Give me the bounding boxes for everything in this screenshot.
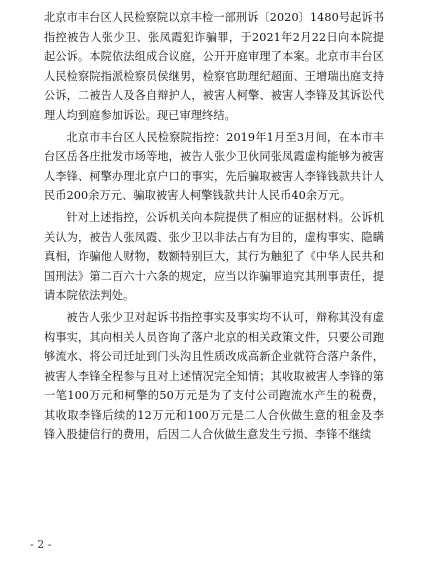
paragraph-defendant-defense: 被告人张少卫对起诉书指控事实及事实均不认可，辩称其没有虚构事实，其向相关人员咨询了落户北京的相关政策文件，只要公司跑够流水、将公司迁址到门头沟且性质改成高新企业就符合落户条件，被害人李锋全程参与且对上述情况完全知情；其收取被害人李锋的第一笔100万元和柯擎的50万元是为了支付公司跑流水产生的税费，其收取李锋后续的12万元和100万元是二人合伙做生意的租金及李锋入股捷信行的费用，后因二人合伙做生意发生亏损、李锋不继续 — [44, 310, 384, 442]
paragraph-prosecution-evidence: 针对上述指控，公诉机关向本院提供了相应的证据材料。公诉机关认为，被告人张凤霞、张少卫以非法占有为目的，虚构事实、隐瞒真相，诈骗他人财物，数额特别巨大，其行为触犯了《中华人民共和国刑法》第二百六十六条的规定，应当以诈骗罪追究其刑事责任，提请本院依法判处。 — [44, 210, 384, 303]
paragraph-prosecution-charge: 北京市丰台区人民检察院指控：2019年1月至3月间，在本市丰台区岳各庄批发市场等地，被告人张少卫伙同张凤霞虚构能够为被害人李锋、柯擎办理北京户口的事实，先后骗取被害人李锋钱款共计人民币200余万元、骗取被害人柯擎钱款共计人民币40余万元。 — [44, 130, 384, 203]
paragraph-prosecution-intro: 北京市丰台区人民检察院以京丰检一部刑诉〔2020〕1480号起诉书指控被告人张少卫、张凤霞犯诈骗罪，于2021年2月22日向本院提起公诉。本院依法组成合议庭，公开开庭审理了本案。北京市丰台区人民检察院指派检察员侯继男，检察官助理纪超面、王增瑞出庭支持公诉，二被告人及各自辩护人，被害人柯擎、被害人李锋及其诉讼代理人均到庭参加诉讼。现已审理终结。 — [44, 11, 384, 122]
page-number: - 2 - — [30, 538, 52, 551]
document-body — [44, 8, 384, 447]
